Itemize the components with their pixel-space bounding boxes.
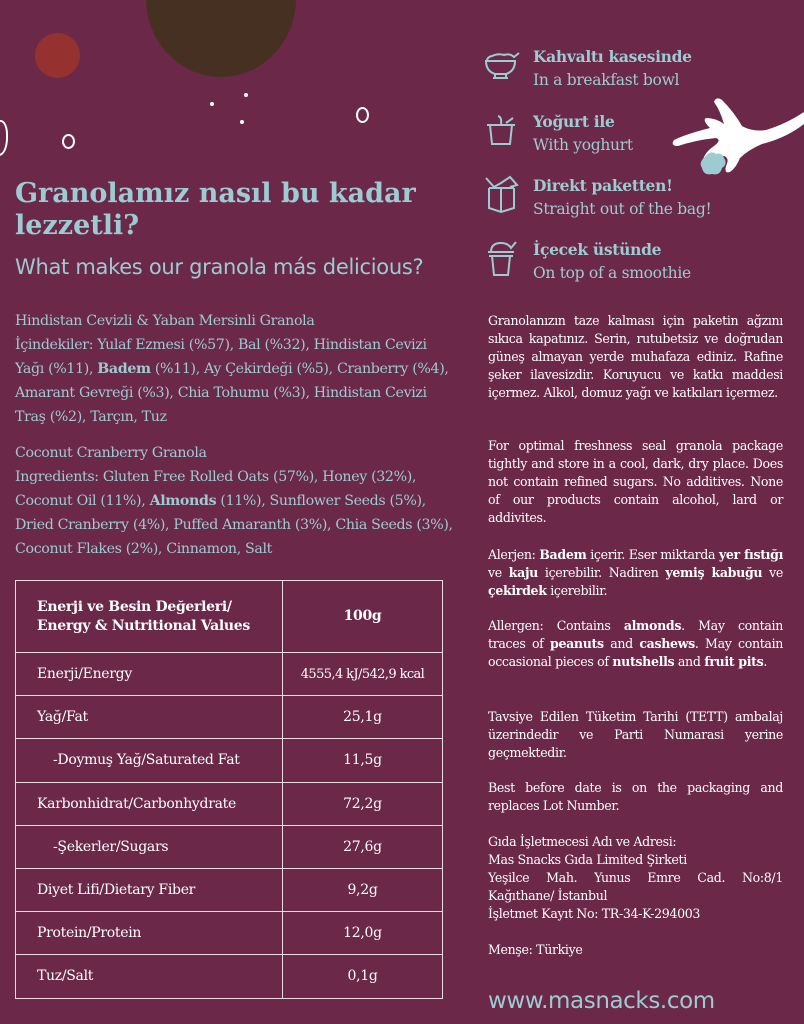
company-name: Mas Snacks Gıda Limited Şirketi [488, 852, 687, 867]
hand-holding-granola-illustration [666, 96, 804, 192]
ingredients-list-tr [15, 333, 455, 429]
allergen-highlight: çekirdek [488, 583, 547, 598]
suggestion-subtitle: With yoghurt [533, 136, 633, 154]
text: . May contain traces of [488, 618, 783, 651]
text: Alerjen: [488, 547, 540, 562]
ingredients-text: İçindekiler: Yulaf Ezmesi (%57), Bal (%32), Hindistan Cevizi Yağı (%11), [15, 337, 427, 377]
suggestion-title: Kahvaltı kasesinde [533, 47, 692, 66]
best-before-tr: Tavsiye Edilen Tüketim Tarihi (TETT) ambalaj üzerindedir ve Parti Numarasi yerine geçmektedir. [488, 709, 783, 760]
company-registration: İşletmet Kayıt No: TR-34-K-294003 [488, 906, 701, 921]
text: . May contain occasional pieces of [488, 636, 784, 669]
suggestion-smoothie [484, 238, 714, 286]
ingredients-en [15, 441, 455, 561]
suggestion-subtitle: On top of a smoothie [533, 264, 691, 282]
ingredients-tr [15, 309, 455, 429]
nutrient-label: -Şekerler/Sugars [16, 825, 283, 868]
allergen-highlight: Badem [97, 361, 151, 377]
nutrition-header-value: 100g [283, 581, 443, 653]
product-name-en: Coconut Cranberry Granola [15, 445, 207, 461]
suggestion-subtitle: Straight out of the bag! [533, 200, 712, 218]
allergen-info-en [488, 617, 783, 671]
allergen-highlight: almonds [623, 618, 682, 633]
text: içerebilir. [546, 583, 608, 598]
nutrition-header-label [16, 581, 283, 653]
open-box-icon [484, 174, 520, 214]
ingredients-text: (11%), Sunflower Seeds (5%), Dried Cranberry (4%), Puffed Amaranth (3%), Chia Seeds (3%), Coconut Flakes (2%), Cinnamon, Salt [15, 493, 453, 557]
nutrition-header-row [16, 581, 443, 653]
allergen-highlight: kaju [508, 565, 538, 580]
nutrient-value: 9,2g [283, 868, 443, 911]
header-label-line: Energy & Nutritional Values [37, 617, 250, 634]
text: Allergen: Contains [488, 618, 624, 633]
text: ve [488, 565, 509, 580]
coconut-illustration [146, 0, 296, 77]
nutrient-label: Protein/Protein [16, 912, 283, 955]
nutrient-label: Yağ/Fat [16, 696, 283, 739]
ingredients-text: Ingredients: Gluten Free Rolled Oats (57%), Honey (32%), Coconut Oil (11%), [15, 469, 417, 509]
storage-instructions-en: For optimal freshness seal granola package tightly and store in a cool, dark, dry place. Does not contain refined sugars. No additives. None of our products contain alcohol, lard or addivites. [488, 438, 783, 525]
ingredients-list-en [15, 465, 455, 561]
allergen-highlight: yer fıstığı [718, 547, 783, 562]
nutrient-value: 4555,4 kJ/542,9 kcal [283, 653, 443, 696]
nutrition-row [16, 868, 443, 911]
suggestion-title: Yoğurt ile [533, 112, 615, 131]
ring-decoration [62, 134, 75, 149]
page-title: Granolamız nasıl bu kadar lezzetli? [15, 178, 416, 241]
suggestion-title: Direkt paketten! [533, 176, 673, 195]
text: içerir. Eser miktarda [586, 547, 719, 562]
allergen-highlight: Badem [539, 547, 587, 562]
nutrition-row [16, 696, 443, 739]
nutrient-value: 27,6g [283, 825, 443, 868]
allergen-highlight: yemiş kabuğu [665, 565, 763, 580]
company-label: Gıda İşletmecesi Adı ve Adresi: [488, 834, 677, 849]
origin: Menşe: Türkiye [488, 942, 583, 957]
suggestion-breakfast-bowl [484, 45, 714, 93]
text: and [603, 636, 640, 651]
nutrient-label: -Doymuş Yağ/Saturated Fat [16, 739, 283, 782]
sparkle-dot [244, 93, 248, 97]
allergen-highlight: nutshells [612, 654, 675, 669]
cranberry-dot-decoration [35, 33, 80, 78]
nutrition-row [16, 825, 443, 868]
text: and [674, 654, 705, 669]
allergen-highlight: cashews [639, 636, 695, 651]
nutrition-row [16, 782, 443, 825]
text: ve [762, 565, 783, 580]
text: içerebilir. Nadiren [537, 565, 666, 580]
storage-instructions-tr: Granolanızın taze kalması için paketin ağzını sıkıca kapatınız. Serin, rutubetsiz ve doğrudan güneş almayan yerde muhafaza ediniz. Rafine şeker ilavesizdir. Koruyucu ve katkı maddesi içermez. Alkol, domuz yağı ve katkıları içermez. [488, 313, 783, 400]
company-address: Yeşilce Mah. Yunus Emre Cad. No:8/1 [488, 870, 783, 885]
product-name-tr: Hindistan Cevizli & Yaban Mersinli Granola [15, 313, 315, 329]
nutrition-row [16, 955, 443, 998]
nutrition-row [16, 739, 443, 782]
suggestion-subtitle: In a breakfast bowl [533, 71, 680, 89]
suggestion-title: İçecek üstünde [533, 240, 662, 259]
allergen-highlight: fruit pits [704, 654, 764, 669]
nutrient-label: Karbonhidrat/Carbonhydrate [16, 782, 283, 825]
smoothie-cup-icon [484, 238, 520, 278]
nutrient-value: 72,2g [283, 782, 443, 825]
nutrient-label: Diyet Lifi/Dietary Fiber [16, 868, 283, 911]
nutrition-row [16, 912, 443, 955]
sparkle-dot [210, 102, 214, 106]
nutrition-row [16, 653, 443, 696]
nutrient-label: Tuz/Salt [16, 955, 283, 998]
bowl-icon [484, 45, 520, 85]
company-city: Kağıthane/ İstanbul [488, 888, 608, 903]
nutrient-label: Enerji/Energy [16, 653, 283, 696]
yoghurt-cup-icon [484, 110, 520, 150]
page-subtitle: What makes our granola más delicious? [15, 255, 424, 279]
ingredients-text: (%11), Ay Çekirdeği (%5), Cranberry (%4), Amarant Gevreği (%3), Chia Tohumu (%3), Hindistan Cevizi Traş (%2), Tarçın, Tuz [15, 361, 449, 425]
nutrition-table [15, 580, 443, 999]
company-info [488, 833, 783, 923]
text: . [763, 654, 768, 669]
allergen-highlight: Almonds [149, 493, 217, 509]
allergen-info-tr [488, 546, 783, 600]
nutrient-value: 25,1g [283, 696, 443, 739]
allergen-highlight: peanuts [549, 636, 604, 651]
nutrient-value: 11,5g [283, 739, 443, 782]
seed-outline-decoration [0, 120, 8, 156]
website-link[interactable]: www.masnacks.com [488, 988, 715, 1014]
ring-decoration [356, 107, 369, 123]
best-before-en: Best before date is on the packaging and replaces Lot Number. [488, 780, 783, 813]
nutrient-value: 0,1g [283, 955, 443, 998]
header-label-line: Enerji ve Besin Değerleri/ [37, 598, 232, 615]
sparkle-dot [240, 120, 244, 124]
nutrient-value: 12,0g [283, 912, 443, 955]
